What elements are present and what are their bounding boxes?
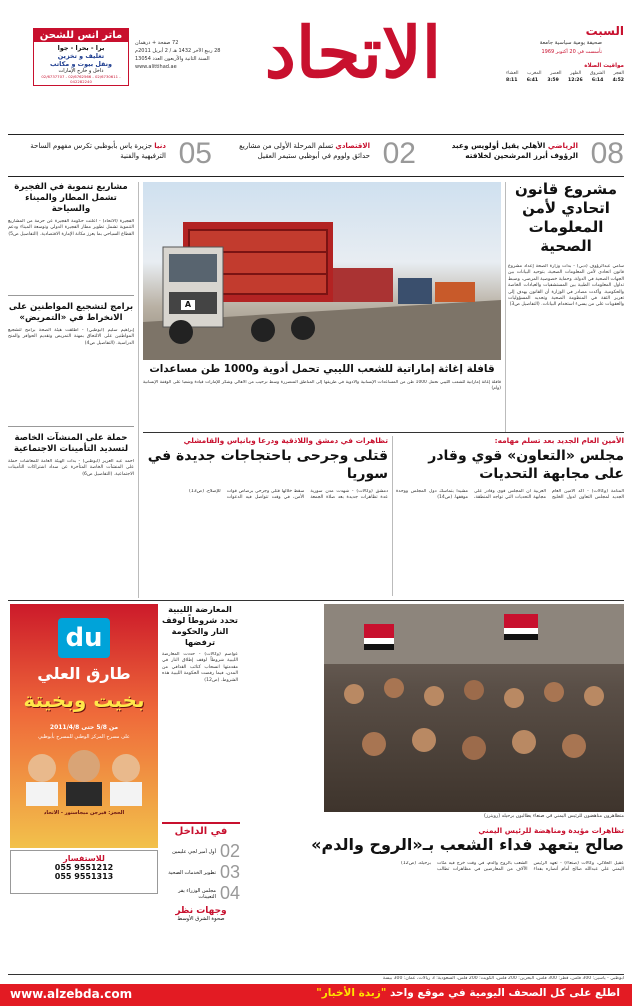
inside-item[interactable] xyxy=(162,841,240,862)
divider xyxy=(505,182,506,432)
prayer-times xyxy=(506,63,624,85)
truck-plate: A xyxy=(181,300,195,310)
truck-illustration xyxy=(143,182,501,360)
teaser-text-block xyxy=(222,141,370,161)
syria-headline: قتلى وجرحى باحتجاجات جديدة في سوريا xyxy=(147,448,388,482)
syria-kicker: تظاهرات في دمشق واللاذقية ودرعا وبانياس والقامشلي xyxy=(183,436,388,445)
ad-shipping-phones: 02/6737707 - 02/6762566 - 02/6730611 - 042282240 xyxy=(41,74,121,84)
prayer-time: 6:41 xyxy=(526,78,539,83)
prayer-time: 3:59 xyxy=(547,78,559,83)
prayer-name: الفجر xyxy=(613,71,624,76)
teaser-section: الاقتصادي xyxy=(335,142,370,150)
footer-banner-text-group xyxy=(316,987,620,999)
teaser-section: دنيا xyxy=(154,142,166,150)
prayer-title: مواقيت الصلاة xyxy=(584,63,624,69)
masthead-website[interactable]: www.alittihad.ae xyxy=(135,64,177,70)
footer-banner[interactable] xyxy=(0,984,632,1006)
ad-play-dates: من 5/8 حتى 2011/4/8 xyxy=(49,724,119,731)
inside-item-number: 03 xyxy=(219,862,240,882)
ad-play-phone[interactable]: 055 9551212 xyxy=(54,863,114,872)
teaser-sport[interactable] xyxy=(424,139,624,173)
divider xyxy=(138,182,139,598)
ad-shipping-line2: تغليف و تخزين xyxy=(57,52,105,60)
lead-headline: مشروع قانون اتحادي لأمن المعلومات الصحية xyxy=(515,180,617,255)
prayer-time: 6:14 xyxy=(591,78,604,83)
yemen-story[interactable] xyxy=(244,820,624,970)
masthead-issue: السنة الثانية والأربعون العدد 13054 xyxy=(135,56,210,62)
views-title: وجهات نظر xyxy=(175,906,227,916)
syria-text: دمشق (وكالات) - شهدت مدن سورية عدة تظاهرات جديدة بعد صلاة الجمعة سقط خلالها قتلى وجرحى برصاص قوات الأمن، في وقت تتواصل فيه الدعوات للإصلاح. (ص13) xyxy=(189,489,388,501)
masthead-day: السبت xyxy=(585,24,624,38)
prayer-name: المغرب xyxy=(527,71,542,76)
divider xyxy=(8,295,134,296)
footer-banner-quoted: "زبدة الأخبار" xyxy=(316,987,387,999)
masthead-tagline: صحيفة يومية سياسية جامعة xyxy=(539,40,602,46)
inside-item-text: مجلس الوزراء يقر التعيينات xyxy=(178,887,216,900)
relief-caption: قافلة إغاثة إماراتية للشعب الليبي تحمل أدوية و1000 طن مساعدات xyxy=(149,363,495,375)
yemen-photo xyxy=(324,604,624,812)
lead-story[interactable] xyxy=(508,180,624,432)
gcc-text: المنامة (وكالات) - أكد الأمين العام الجديد لمجلس التعاون لدول الخليج العربية أن المجلس قوي وقادر على مجابهة التحديات التي تواجه المنطقة، مشيداً بتماسك دول المجلس ووحدة موقفها. (ص14) xyxy=(396,489,624,501)
relief-photo xyxy=(143,182,501,360)
ad-shipping-title: ماتر انس للشحن xyxy=(34,29,128,42)
inside-item-text: أول أمير لجي عليمين xyxy=(172,848,216,855)
gcc-story[interactable] xyxy=(396,436,624,596)
masthead-date: 28 ربيع الآخر 1432 هـ / 2 أبريل 2011م xyxy=(135,48,221,54)
masthead-logo: الاتحاد xyxy=(264,11,442,94)
teaser-economy[interactable] xyxy=(220,139,416,173)
divider xyxy=(8,134,624,135)
teaser-text: جزيرة ياس بأبوظبي تكرس مفهوم الساحة الترفيهية والفنية xyxy=(30,142,166,160)
left-headline-3[interactable]: حملة على المنشآت الخاصة لتسديد التأمينات الاجتماعية xyxy=(13,433,129,454)
yemen-photo-caption: متظاهرون مناهضون للرئيس اليمني في صنعاء يطالبون برحيله (رويترز) xyxy=(483,814,624,819)
left-headline-1[interactable]: مشاريع تنموية في الفجيرة تشمل المطار والميناء والسياحة xyxy=(14,182,128,214)
inside-box xyxy=(162,822,240,972)
prayer-name: العشاء xyxy=(506,71,519,76)
ad-play-contact[interactable] xyxy=(10,850,158,894)
teaser-text-block xyxy=(18,141,166,161)
ad-shipping-line3: ونقل بيوت و مكاتب xyxy=(50,60,112,68)
divider xyxy=(8,974,624,975)
divider xyxy=(8,426,134,427)
teaser-number: 05 xyxy=(178,137,212,170)
prayer-time: 12:26 xyxy=(568,78,583,83)
prayer-name: الشروق xyxy=(589,71,605,76)
ad-play-actor: طارق العلي xyxy=(37,664,131,683)
left-headline-2[interactable]: برامج لتشجيع المواطنين على الانخراط في «التمريض» xyxy=(8,302,134,323)
price-ticker: أبوظبي - ياسين: 300 فلس، قطر: 300 فلس، البحرين: 200 فلس، الكويت: 200 فلس، السعودية: 3 ريالات، عمان: 300 بيسة xyxy=(382,976,624,981)
libya-headline: المعارضة الليبية تحدد شروطاً لوقف النار والحكومة ترفضها xyxy=(162,604,238,647)
inside-item-text: تطوير الخدمات الصحية xyxy=(168,869,216,876)
yemen-headline: صالح يتعهد فداء الشعب بـ«الروح والدم» xyxy=(311,835,624,854)
teaser-number: 02 xyxy=(382,137,416,170)
divider xyxy=(143,432,624,433)
yemen-kicker: تظاهرات مؤيدة ومناهضة للرئيس اليمني xyxy=(478,826,624,835)
masthead-founded: تأسست في 20 أكتوبر 1969 xyxy=(541,49,602,55)
teaser-text-block xyxy=(428,141,578,161)
ad-du-logo: du xyxy=(58,618,110,658)
ad-play-contact-title: للاستفسار xyxy=(63,854,105,863)
footer-banner-text: اطلع على كل الصحف اليومية في موقع واحد xyxy=(389,987,620,999)
relief-subcaption: قافلة إغاثة إماراتية للشعب الليبي تحمل 1000 طن من المساعدات الإنسانية والأدوية في طريقها إلى المناطق المتضررة وسط ترحيب من الأهالي وشكر للإمارات قيادة وشعباً على الوقفة الإنسانية (وام) xyxy=(143,380,501,392)
prayer-time: 8:11 xyxy=(506,78,518,83)
prayer-name: العصر xyxy=(550,71,562,76)
gcc-headline: مجلس «التعاون» قوي وقادر على مجابهة التحديات xyxy=(428,448,624,482)
left-text-1: الفجيرة (الاتحاد) - أعلنت حكومة الفجيرة عن حزمة من المشاريع التنموية تشمل تطوير مطار الفجيرة الدولي وتوسعة الميناء ودعم القطاع السياحي بما يعزز مكانة الإمارة الاقتصادية. (التفاصيل ص5) xyxy=(8,219,134,237)
ad-play-footer: الحجز: فيرجن ميجاستور - الاتحاد xyxy=(43,810,125,816)
lead-text: سامي عبدالرؤوف (دبي) - بدأت وزارة الصحة إعداد مشروع قانون اتحادي لأمن المعلومات الصحية، بتوحيد البيانات بين الجهات الصحية في الدولة، وحماية خصوصية المرضى، وضبط تداول المعلومات الطبية بين المستشفيات والعيادات الخاصة والحكومية. وأكدت مصادر في الوزارة أن القانون يهدف إلى تعزيز الثقة في المنظومة الصحية وتحديد المسؤوليات والعقوبات على من يسيء استخدام البيانات. (التفاصيل ص3) xyxy=(508,264,624,308)
teaser-section: الرياضي xyxy=(547,141,578,150)
ad-shipping[interactable] xyxy=(33,28,129,86)
left-text-3: أحمد عبد العزيز (أبوظبي) - بدأت الهيئة العامة للمعاشات حملة على المنشآت الخاصة المتأخرة عن سداد اشتراكات التأمينات الاجتماعية. (التفاصيل ص6) xyxy=(8,459,134,477)
views-text[interactable]: صحوة الشرق الأوسط xyxy=(177,916,225,922)
divider xyxy=(8,600,624,601)
left-text-2: إبراهيم سليم (أبوظبي) - أطلقت هيئة الصحة برامج لتشجيع المواطنين على الالتحاق بمهنة التمريض وتقديم الحوافز والمنح الدراسية. (التفاصيل ص4) xyxy=(8,328,134,346)
inside-item[interactable] xyxy=(162,862,240,883)
footer-banner-url[interactable]: www.alzebda.com xyxy=(10,987,133,1001)
prayer-times-row xyxy=(506,78,624,83)
inside-item-number: 04 xyxy=(219,883,240,903)
divider xyxy=(8,176,624,177)
libya-text: عواصم (وكالات) - حددت المعارضة الليبية شروطاً لوقف إطلاق النار في مقدمتها انسحاب كتائب القذافي من المدن، فيما رفضت الحكومة الليبية هذه الشروط. (ص12) xyxy=(162,652,238,683)
libya-story[interactable] xyxy=(162,604,238,814)
prayer-time: 4:52 xyxy=(612,78,624,83)
teaser-text: الأهلي يقيل أولويس وعبد الرؤوف أبرز المرشحين لخلافته xyxy=(451,141,578,160)
syria-story[interactable] xyxy=(143,436,388,596)
ad-play-phone[interactable]: 055 9551313 xyxy=(54,872,114,881)
yemen-text: عقيل الحلالي، وكالات (صنعاء) - تعهد الرئيس اليمني علي عبدالله صالح أمام أنصاره بفداء الشعب بالروح والدم، في وقت خرج فيه مئات الآلاف من المعارضين في مظاهرات تطالب برحيله. (ص12) xyxy=(401,861,624,873)
prayer-names xyxy=(506,71,624,76)
gcc-kicker: الأمين العام الجديد بعد تسلم مهامه: xyxy=(494,436,624,445)
teaser-number: 08 xyxy=(590,137,624,170)
prayer-name: الظهر xyxy=(570,71,582,76)
left-column xyxy=(8,182,134,598)
inside-item[interactable] xyxy=(162,883,240,904)
ad-shipping-line1: برا - بحرا - جوا xyxy=(57,44,105,52)
inside-title: في الداخل xyxy=(174,826,228,837)
ad-shipping-line4: داخل و خارج الإمارات xyxy=(58,68,104,74)
ad-play-title: بخيت وبخيتة xyxy=(23,688,145,712)
divider xyxy=(392,436,393,596)
teaser-text: تسلم المرحلة الأولى من مشاريع حدائق ولووم في أبوظبي ستيمر العقيل xyxy=(239,142,370,160)
crowd-illustration xyxy=(324,604,624,812)
inside-item-number: 02 xyxy=(219,841,240,861)
ad-play-venue: على مسرح المركز الوطني للمسرح بأبوظبي xyxy=(38,734,130,740)
ad-play-cast-illustration xyxy=(18,746,150,806)
teaser-dunia[interactable] xyxy=(16,139,212,173)
ad-play[interactable] xyxy=(10,604,158,848)
masthead-pages: 72 صفحة + درهمان xyxy=(135,40,179,46)
